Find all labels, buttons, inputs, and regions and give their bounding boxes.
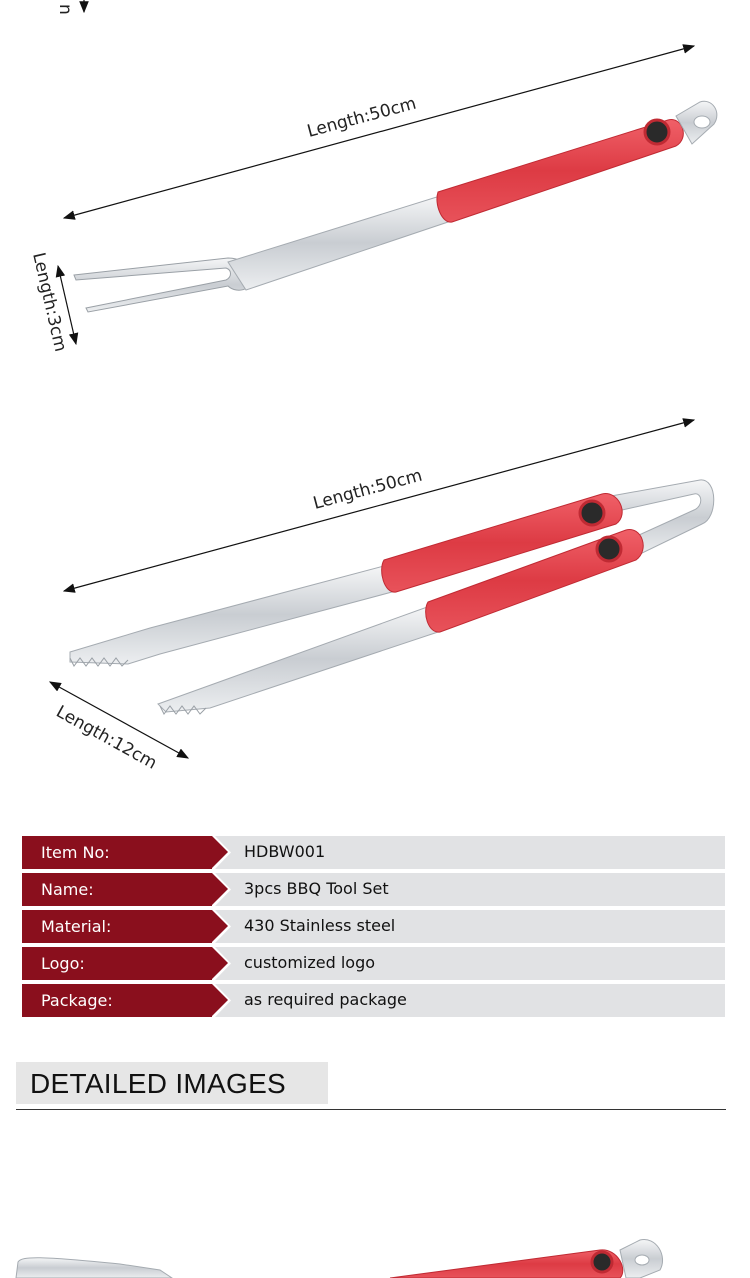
spec-value: HDBW001	[244, 842, 326, 861]
spec-value: 3pcs BBQ Tool Set	[244, 879, 389, 898]
spec-key: Package:	[22, 984, 212, 1017]
fork-length-arrow	[64, 46, 694, 218]
spec-row-logo	[22, 947, 725, 980]
spec-key: Name:	[22, 873, 212, 906]
detail-image-preview	[16, 1239, 663, 1278]
section-divider	[16, 1109, 726, 1110]
spec-row-material	[22, 910, 725, 943]
spec-key-arrow	[212, 873, 228, 905]
tongs-length-label: Length:50cm	[311, 465, 425, 514]
detailed-images-heading	[16, 1062, 328, 1104]
previous-dimension-remnant	[55, 0, 84, 15]
spec-row-name	[22, 873, 725, 906]
spec-value: as required package	[244, 990, 407, 1009]
spec-value: customized logo	[244, 953, 376, 972]
svg-text:n: n	[55, 4, 75, 15]
tongs-head-label: Length:12cm	[52, 701, 161, 774]
spec-row-item-no	[22, 836, 725, 869]
spec-key: Item No:	[22, 836, 212, 869]
spec-key: Material:	[22, 910, 212, 943]
fork-illustration	[28, 46, 717, 354]
tongs-illustration	[50, 420, 714, 774]
spec-key-arrow	[212, 836, 228, 868]
spec-key-arrow	[212, 984, 228, 1016]
spec-row-package	[22, 984, 725, 1017]
fork-length-label: Length:50cm	[305, 93, 419, 142]
section-title: DETAILED IMAGES	[30, 1068, 287, 1099]
spec-value: 430 Stainless steel	[244, 916, 396, 935]
spec-table	[22, 836, 725, 1021]
spec-key-arrow	[212, 910, 228, 942]
spec-key: Logo:	[22, 947, 212, 980]
spec-key-arrow	[212, 947, 228, 979]
fork-tine-label: Length:3cm	[28, 250, 71, 354]
